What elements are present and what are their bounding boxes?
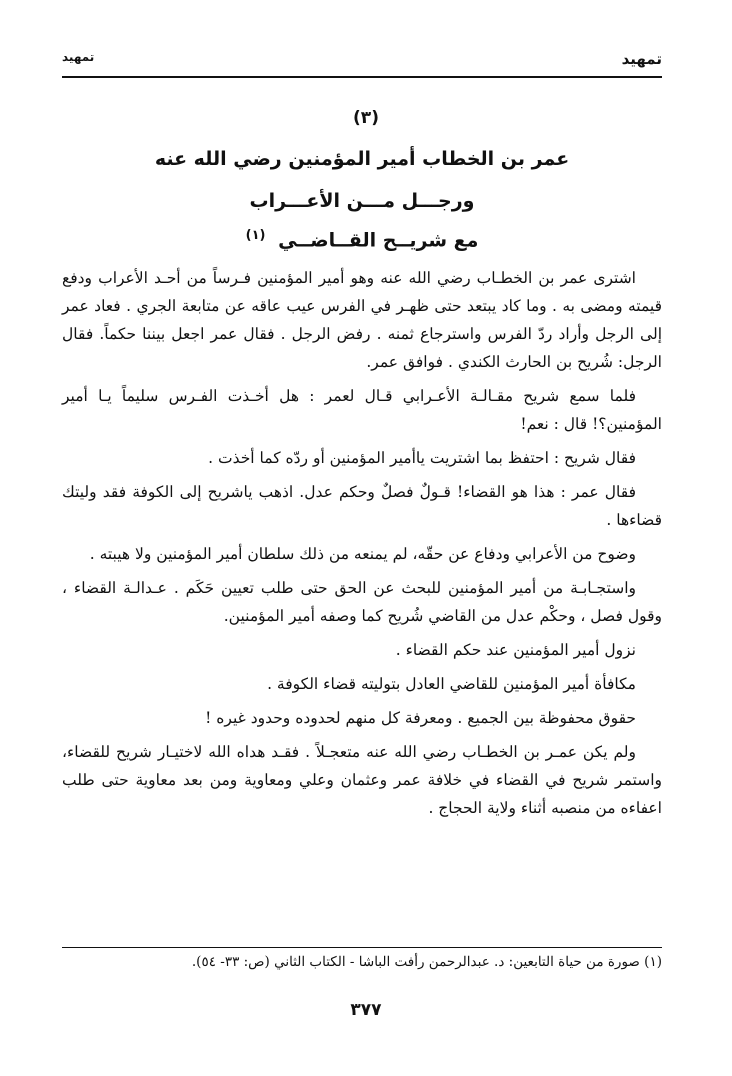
story-title-line-1: عمر بن الخطاب أمير المؤمنين رضي الله عنه <box>154 148 570 170</box>
paragraph: وضوح من الأعرابي ودفاع عن حقّه، لم يمنعه من ذلك سلطان أمير المؤمنين ولا هيبته . <box>89 545 636 563</box>
header-rule <box>62 76 662 78</box>
footnote-reference: (١) <box>245 228 266 243</box>
paragraph: فقال شريح : احتفظ بما اشتريت ياأمير المؤمنين أو ردّه كما أخذت . <box>208 449 636 467</box>
story-title-line-3-text: مع شريــح القــاضــي <box>278 229 479 252</box>
paragraph: فلما سمع شريح مقـالـة الأعـرابي قـال لعمر : هل أخـذت الفـرس سليماً يـا أمير المؤمنين؟! قال : نعم! <box>62 387 662 433</box>
paragraph: اشترى عمر بن الخطـاب رضي الله عنه وهو أمير المؤمنين فـرساً من أحـد الأعراب ودفع قيمته ومضى به . وما كاد يبتعد حتى ظهـر في الفرس عيب عاقه عن متابعة الجري . فعاد عمر إلى الرجل وأراد ردّ الفرس واسترجاع ثمنه . رفض الرجل . فقال عمر اجعل بيننا حكماً. فقال الرجل: شُريح بن الحارث الكندي . فوافق عمر. <box>62 269 662 371</box>
running-header-right: تمهيد <box>621 50 662 68</box>
footnote: (١) صورة من حياة التابعين: د. عبدالرحمن رأفت الباشا - الكتاب الثاني (ص: ٣٣- ٥٤). <box>191 954 662 970</box>
running-header-left: تمهيد <box>62 50 95 64</box>
paragraph: نزول أمير المؤمنين عند حكم القضاء . <box>395 641 636 659</box>
paragraph: ولم يكن عمـر بن الخطـاب رضي الله عنه متعجـلاً . فقـد هداه الله لاختيـار شريح للقضاء، واستمر شريح في القضاء في خلافة عمر وعثمان وعلي ومعاوية ومن بعد معاوية حتى طلب اعفاءه من منصبه أثناء ولاية الحجاج . <box>62 743 662 817</box>
paragraph: فقال عمر : هذا هو القضاء! قـولٌ فصلٌ وحكم عدل. اذهب ياشريح إلى الكوفة فقد وليتك قضاءها . <box>62 483 662 529</box>
paragraph: واستجـابـة من أمير المؤمنين للبحث عن الحق حتى طلب تعيين حَكَم . عـدالـة القضاء ، وقول فصل ، وحكْم عدل من القاضي شُريح كما وصفه أمير المؤمنين. <box>62 579 662 625</box>
paragraph: مكافأة أمير المؤمنين للقاضي العادل بتوليته قضاء الكوفة . <box>267 675 636 693</box>
footnote-rule <box>62 947 662 948</box>
chapter-number: (٣) <box>353 108 379 128</box>
body-text <box>62 264 662 828</box>
story-title-line-3 <box>62 228 662 251</box>
page-number: ٣٧٧ <box>350 1000 382 1020</box>
paragraph: حقوق محفوظة بين الجميع . ومعرفة كل منهم لحدوده وحدود غيره ! <box>205 709 636 727</box>
story-title-line-2: ورجـــل مـــن الأعـــراب <box>249 190 475 212</box>
